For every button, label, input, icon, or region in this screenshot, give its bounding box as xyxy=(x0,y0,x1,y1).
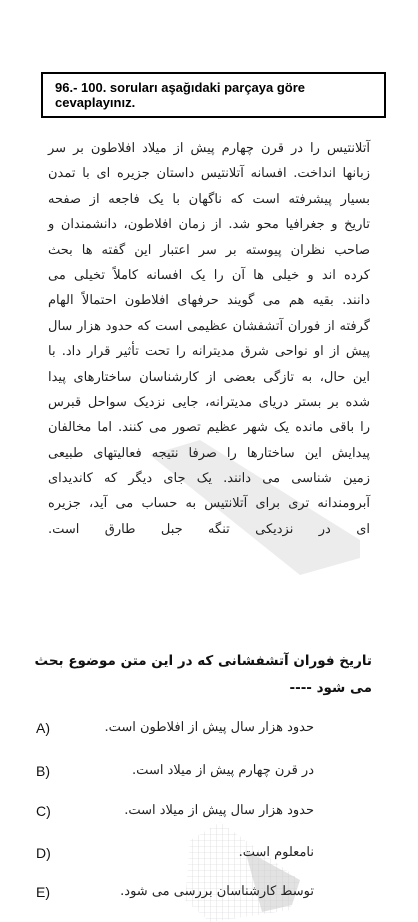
option-letter: D) xyxy=(36,845,51,861)
instruction-line-1: 96.- 100. soruları aşağıdaki parçaya göre xyxy=(55,80,306,95)
option-letter: A) xyxy=(36,720,50,736)
option-a[interactable] xyxy=(36,720,376,746)
option-letter: B) xyxy=(36,763,50,779)
passage-line: ای در نزدیکی تنگه جبل طارق است. xyxy=(48,521,370,537)
passage-line: زبانها انداخت. افسانه آتلانتیس داستان جزیره ای با تمدن xyxy=(48,166,370,182)
passage-line: پیش از او نواحی شرق مدیترانه را تحت تأثیر قرار داد. با xyxy=(48,344,370,360)
question-stem xyxy=(34,648,372,702)
question-line-2: می شود ---- xyxy=(289,680,372,696)
option-letter: E) xyxy=(36,884,50,900)
passage-line: صاحب نظران پیوسته بر سر اعتبار این گفته ها بحث xyxy=(48,242,370,258)
passage-line: را باقی مانده یک شهر عظیم تصور می کنند. اما مخالفان xyxy=(48,420,370,436)
passage-line: گرفته از فوران آتشفشان عظیمی است که حدود هزار سال xyxy=(48,318,370,334)
instruction-line-2: cevaplayınız. xyxy=(55,95,136,110)
passage-line: این حال، به تازگی بعضی از کارشناسان ساختارهای پیدا xyxy=(48,369,370,385)
option-e[interactable] xyxy=(36,884,376,910)
option-text: در قرن چهارم پیش از میلاد است. xyxy=(132,763,314,778)
passage-line: شده بر بستر دریای مدیترانه، جایی نزدیک سواحل قبرس xyxy=(48,394,370,410)
passage-line: بسیار پیشرفته است که ناگهان با یک فاجعه از صفحه xyxy=(48,191,370,207)
option-letter: C) xyxy=(36,803,51,819)
passage-line: آبرومندانه تری برای آتلانتیس به حساب می آید، جزیره xyxy=(48,496,370,512)
passage-line: زمین شناسی می دانند. یک جای دیگر که کاندیدای xyxy=(48,471,370,487)
instruction-box xyxy=(41,72,386,118)
passage-line: تاریخ و جغرافیا محو شد. از زمان افلاطون، دانشمندان و xyxy=(48,217,370,233)
option-c[interactable] xyxy=(36,803,376,829)
option-text: حدود هزار سال پیش از افلاطون است. xyxy=(104,720,314,735)
option-text: توسط کارشناسان بررسی می شود. xyxy=(120,884,314,899)
option-b[interactable] xyxy=(36,763,376,789)
passage-line: آتلانتیس را در قرن چهارم پیش از میلاد افلاطون بر سر xyxy=(48,141,370,156)
reading-passage xyxy=(48,136,370,542)
option-text: حدود هزار سال پیش از میلاد است. xyxy=(124,803,314,818)
option-d[interactable] xyxy=(36,845,376,871)
passage-line: پیدایش این ساختارها را صرفا نتیجه فعالیتهای طبیعی xyxy=(48,445,370,461)
passage-line: دانند. بقیه هم می گویند حرفهای افلاطون احتمالاً الهام xyxy=(48,293,370,309)
passage-line: کرده اند و خیلی ها آن را یک افسانه کاملاً تخیلی می xyxy=(48,267,370,283)
question-line-1: تاریخ فوران آتشفشانی که در این متن موضوع بحث xyxy=(34,653,372,669)
option-text: نامعلوم است. xyxy=(238,845,314,860)
